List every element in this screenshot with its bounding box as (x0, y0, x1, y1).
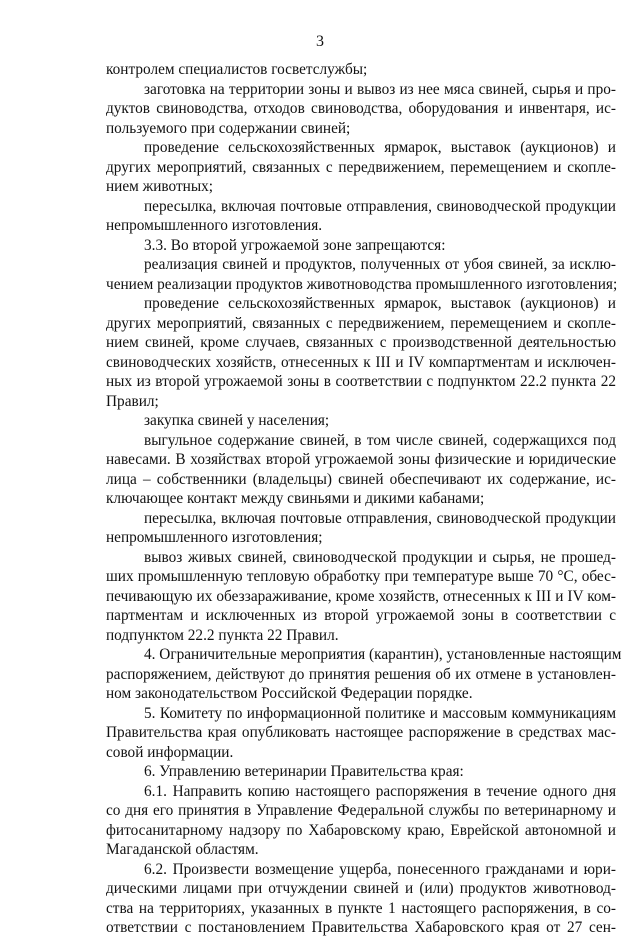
text-line: проведение сельскохозяйственных ярмарок, выставок (аукционов) и (144, 139, 616, 156)
text-line: дуктов свиноводства, отходов свиноводства, оборудования и инвентаря, ис- (106, 100, 616, 117)
text-line: 4. Ограничительные мероприятия (карантин), установленные настоящим (144, 646, 622, 663)
text-line: ключающее контакт между свиньями и дикими кабанами; (106, 490, 485, 507)
text-line: ших промышленную тепловую обработку при температуре выше 70 °С, обес- (106, 568, 616, 585)
text-line: закупка свиней у населения; (144, 412, 330, 429)
text-line: других мероприятий, связанных с передвижением, перемещением и скопле- (106, 314, 616, 332)
text-line: со дня его принятия в Управление Федеральной службы по ветеринарному и (106, 802, 616, 819)
text-line: навесами. В хозяйствах второй угрожаемой зоны физические и юридические (106, 451, 616, 468)
text-line: проведение сельскохозяйственных ярмарок, выставок (аукционов) и (144, 295, 616, 312)
text-line: выгульное содержание свиней, в том числе свиней, содержащихся под (144, 431, 616, 449)
text-line: реализация свиней и продуктов, полученных от убоя свиней, за исклю- (144, 256, 616, 273)
text-line: подпунктом 22.2 пункта 22 Правил. (106, 626, 339, 644)
text-line: 3.3. Во второй угрожаемой зоне запрещаются: (144, 236, 446, 254)
text-line: свиноводческих хозяйств, отнесенных к III и IV компартментам и исключен- (106, 353, 616, 371)
text-line: ных из второй угрожаемой зоны в соответствии с подпунктом 22.2 пункта 22 (106, 373, 616, 390)
text-line: пользуемого при содержании свиней; (106, 119, 351, 137)
text-line: ства на территориях, указанных в пункте 1 настоящего распоряжения, в со- (106, 899, 616, 917)
text-line: Правительства края опубликовать настоящее распоряжение в средствах мас- (106, 724, 616, 741)
text-line: непромышленного изготовления; (106, 529, 323, 546)
text-line: ответствии с постановлением Правительства Хабаровского края от 27 сен- (106, 919, 616, 936)
text-line: 6.1. Направить копию настоящего распоряжения в течение одного дня (144, 782, 616, 800)
text-line: 6.2. Произвести возмещение ущерба, понесенного гражданами и юри- (144, 860, 616, 878)
text-line: ном законодательством Российской Федерации порядке. (106, 685, 473, 702)
text-line: Правил; (106, 392, 159, 410)
text-line: 5. Комитету по информационной политике и массовым коммуникациям (144, 704, 616, 722)
text-line: пересылка, включая почтовые отправления, свиноводческой продукции (144, 509, 616, 527)
text-line: пересылка, включая почтовые отправления, свиноводческой продукции (144, 197, 616, 215)
text-line: других мероприятий, связанных с передвижением, перемещением и скопле- (106, 158, 616, 176)
text-line: совой информации. (106, 743, 234, 761)
page-number: 3 (316, 33, 324, 50)
text-line: лица – собственники (владельцы) свиней обеспечивают их содержание, ис- (106, 470, 616, 488)
body-text (106, 60, 622, 938)
text-line: контролем специалистов госветслужбы; (106, 61, 368, 78)
text-line: 6. Управлению ветеринарии Правительства края: (144, 763, 464, 780)
text-line: распоряжением, действуют до принятия решения об их отмене в установлен- (106, 665, 616, 683)
text-line: нием свиней, кроме случаев, связанных с производственной деятельностью (106, 334, 616, 351)
text-line: чением реализации продуктов животноводства промышленного изготовления; (106, 275, 618, 293)
text-line: нием животных; (106, 178, 214, 195)
text-line: вывоз живых свиней, свиноводческой продукции и сырья, не прошед- (144, 548, 616, 566)
text-line: Магаданской областям. (106, 841, 259, 858)
text-line: заготовка на территории зоны и вывоз из нее мяса свиней, сырья и про- (144, 80, 616, 98)
text-line: дическими лицами при отчуждении свиней и (или) продуктов животновод- (106, 880, 616, 897)
text-line: партментам и исключенных из второй угрожаемой зоны в соответствии с (106, 607, 616, 624)
text-line: фитосанитарному надзору по Хабаровскому краю, Еврейской автономной и (106, 821, 616, 839)
text-line: непромышленного изготовления. (106, 217, 323, 234)
text-line: печивающую их обеззараживание, кроме хозяйств, отнесенных к III и IV ком- (106, 587, 616, 605)
